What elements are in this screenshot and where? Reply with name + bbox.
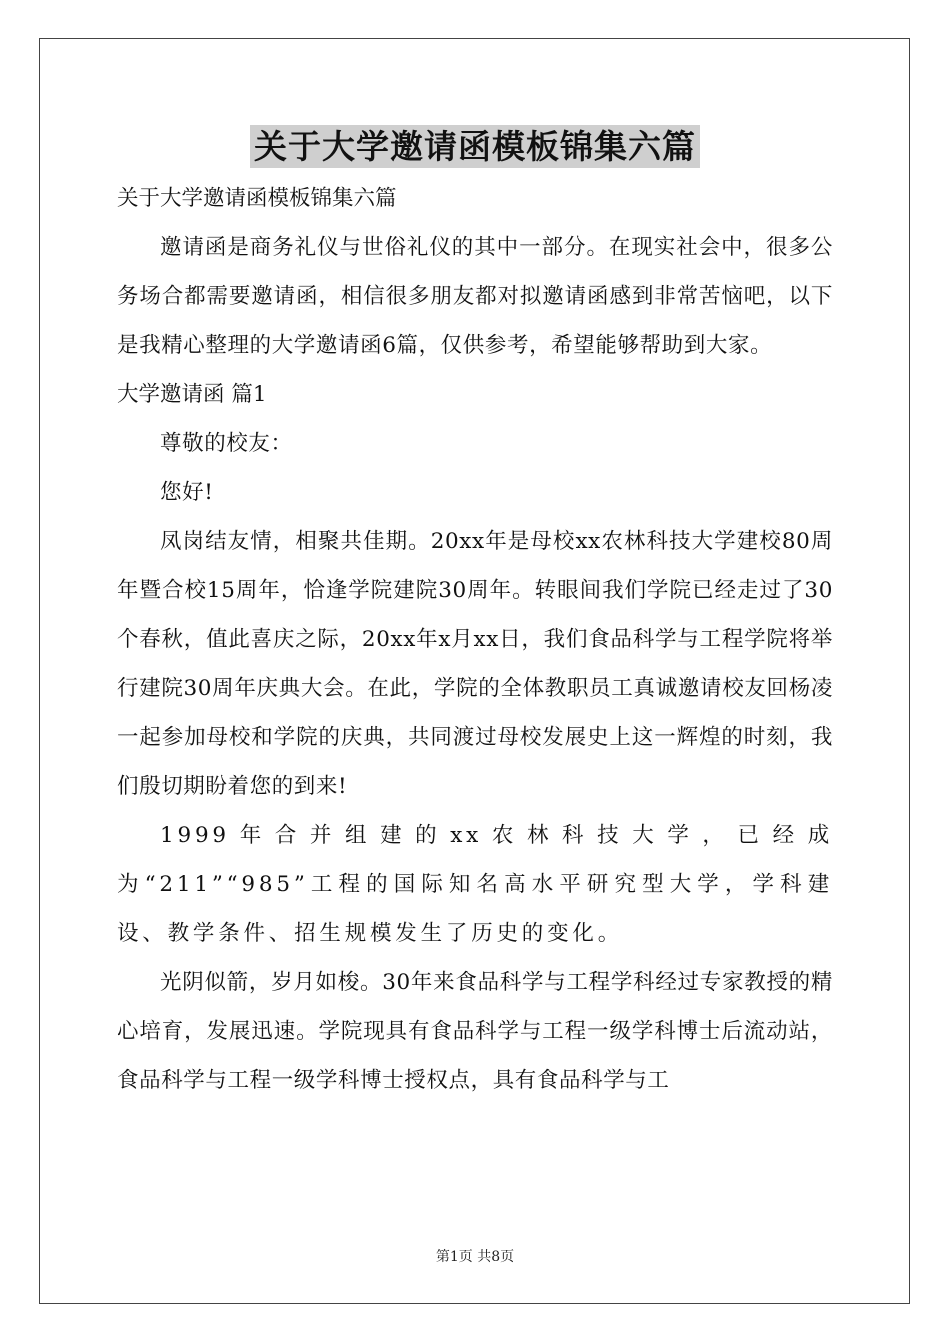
document-body — [117, 174, 833, 1105]
intro-paragraph: 邀请函是商务礼仪与世俗礼仪的其中一部分。在现实社会中，很多公务场合都需要邀请函，相信很多朋友都对拟邀请函感到非常苦恼吧，以下是我精心整理的大学邀请函6篇，仅供参考，希望能够帮助到大家。 — [117, 235, 833, 358]
subtitle: 关于大学邀请函模板锦集六篇 — [117, 186, 397, 211]
page-footer: 第1页 共8页 — [435, 1249, 515, 1265]
salutation: 尊敬的校友： — [160, 431, 293, 456]
section-heading: 大学邀请函 篇1 — [117, 382, 267, 407]
body-paragraph-3: 光阴似箭，岁月如梭。30年来食品科学与工程学科经过专家教授的精心培育，发展迅速。学院现具有食品科学与工程一级学科博士后流动站，食品科学与工程一级学科博士授权点，具有食品科学与工 — [117, 970, 833, 1093]
greeting: 您好! — [160, 480, 214, 505]
document-title: 关于大学邀请函模板锦集六篇 — [250, 125, 700, 168]
body-paragraph-2: 1999年合并组建的xx农林科技大学，已经成为“211”“985”工程的国际知名高水平研究型大学，学科建设、教学条件、招生规模发生了历史的变化。 — [117, 823, 833, 946]
document-title-wrapper — [0, 124, 950, 170]
body-paragraph-1: 凤岗结友情，相聚共佳期。20xx年是母校xx农林科技大学建校80周年暨合校15周年，恰逢学院建院30周年。转眼间我们学院已经走过了30个春秋，值此喜庆之际，20xx年x月xx日，我们食品科学与工程学院将举行建院30周年庆典大会。在此，学院的全体教职员工真诚邀请校友回杨凌一起参加母校和学院的庆典，共同渡过母校发展史上这一辉煌的时刻，我们殷切期盼着您的到来! — [117, 529, 833, 799]
